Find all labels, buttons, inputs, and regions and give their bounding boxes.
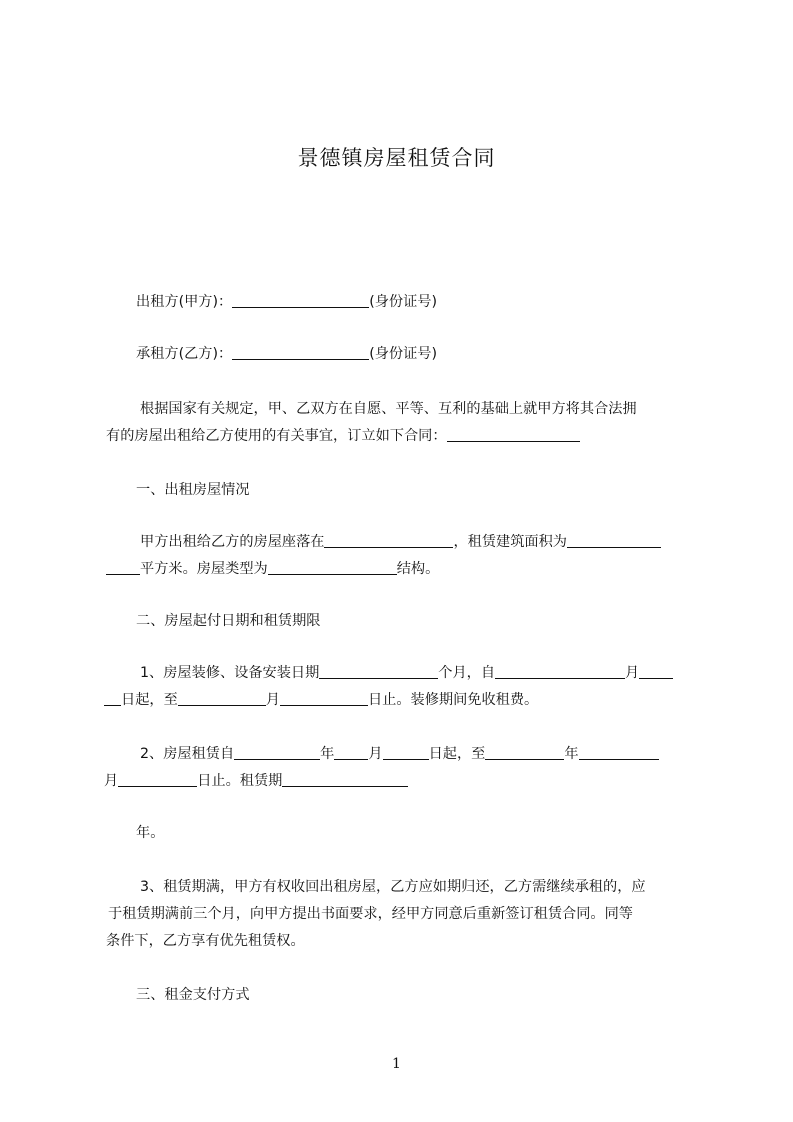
section-1-text-c: 平方米。房屋类型为 xyxy=(140,561,268,577)
area-blank-cont xyxy=(106,559,140,575)
location-blank xyxy=(324,532,453,548)
lessee-label: 承租方(乙方)： xyxy=(136,346,233,362)
item-2-line-2 xyxy=(0,770,793,792)
preamble-line-1: 根据国家有关规定，甲、乙双方在自愿、平等、互利的基础上就甲方将其合法拥 xyxy=(140,401,637,417)
renovation-end-month-blank xyxy=(178,690,266,706)
renovation-start-day-blank-cont xyxy=(104,690,121,706)
area-blank xyxy=(567,532,661,548)
preamble-text: 有的房屋出租给乙方使用的有关事宜，订立如下合同： xyxy=(106,428,447,444)
item-2-line-3: 年。 xyxy=(136,825,165,841)
lessor-id-note: (身份证号) xyxy=(369,294,438,310)
item-2-text-g: 日止。租赁期 xyxy=(197,773,283,789)
item-1-text-c: 月 xyxy=(625,665,640,681)
item-2-text-b: 年 xyxy=(320,746,335,762)
renovation-end-day-blank xyxy=(280,690,368,706)
item-2-text-f: 月 xyxy=(104,773,119,789)
renovation-months-blank xyxy=(319,663,438,679)
lessor-line xyxy=(0,291,793,313)
section-1-text-d: 结构。 xyxy=(396,561,440,577)
structure-blank xyxy=(268,559,397,575)
page-number: 1 xyxy=(392,1056,401,1072)
lessee-id-note: (身份证号) xyxy=(369,346,438,362)
section-3-heading: 三、租金支付方式 xyxy=(136,987,250,1003)
preamble-blank xyxy=(447,426,580,442)
renovation-start-month-blank xyxy=(495,663,625,679)
item-1-text-a: 1、房屋装修、设备安装日期 xyxy=(140,665,320,681)
item-3-line-2: 于租赁期满前三个月，向甲方提出书面要求，经甲方同意后重新签订租赁合同。同等 xyxy=(108,906,633,922)
lease-start-month-blank xyxy=(334,744,368,760)
section-1-heading: 一、出租房屋情况 xyxy=(136,482,250,498)
item-2-line-1 xyxy=(0,743,793,765)
preamble-line-2 xyxy=(0,425,793,447)
lessee-name-blank xyxy=(232,344,369,360)
lessor-label: 出租方(甲方)： xyxy=(136,294,233,310)
section-1-text-a: 甲方出租给乙方的房屋座落在 xyxy=(140,534,325,550)
item-1-line-1 xyxy=(0,662,793,684)
lessor-name-blank xyxy=(232,292,369,308)
item-1-line-2 xyxy=(0,689,793,711)
item-2-text-e: 年 xyxy=(564,746,579,762)
item-2-text-c: 月 xyxy=(368,746,383,762)
section-1-para-line-1 xyxy=(0,531,793,553)
item-2-text-d: 日起，至 xyxy=(428,746,486,762)
item-3-line-1: 3、租赁期满，甲方有权收回出租房屋，乙方应如期归还，乙方需继续承租的，应 xyxy=(140,879,646,895)
item-1-text-d: 日起，至 xyxy=(121,692,178,708)
lease-end-month-blank xyxy=(579,744,659,760)
lease-end-day-blank xyxy=(118,771,197,787)
item-1-text-b: 个月，自 xyxy=(438,665,496,681)
lessee-line xyxy=(0,343,793,365)
section-1-text-b: ，租赁建筑面积为 xyxy=(453,534,567,550)
lease-period-blank xyxy=(282,771,408,787)
item-1-text-f: 日止。装修期间免收租费。 xyxy=(367,692,539,708)
item-2-text-a: 2、房屋租赁自 xyxy=(140,746,235,762)
item-1-text-e: 月 xyxy=(265,692,280,708)
lease-end-year-blank xyxy=(485,744,564,760)
document-title: 景德镇房屋租赁合同 xyxy=(297,146,496,170)
renovation-start-day-blank xyxy=(639,663,673,679)
section-2-heading: 二、房屋起付日期和租赁期限 xyxy=(136,613,321,629)
lease-start-year-blank xyxy=(234,744,320,760)
section-1-para-line-2 xyxy=(0,558,793,580)
lease-start-day-blank xyxy=(383,744,429,760)
item-3-line-3: 条件下，乙方享有优先租赁权。 xyxy=(106,933,305,949)
